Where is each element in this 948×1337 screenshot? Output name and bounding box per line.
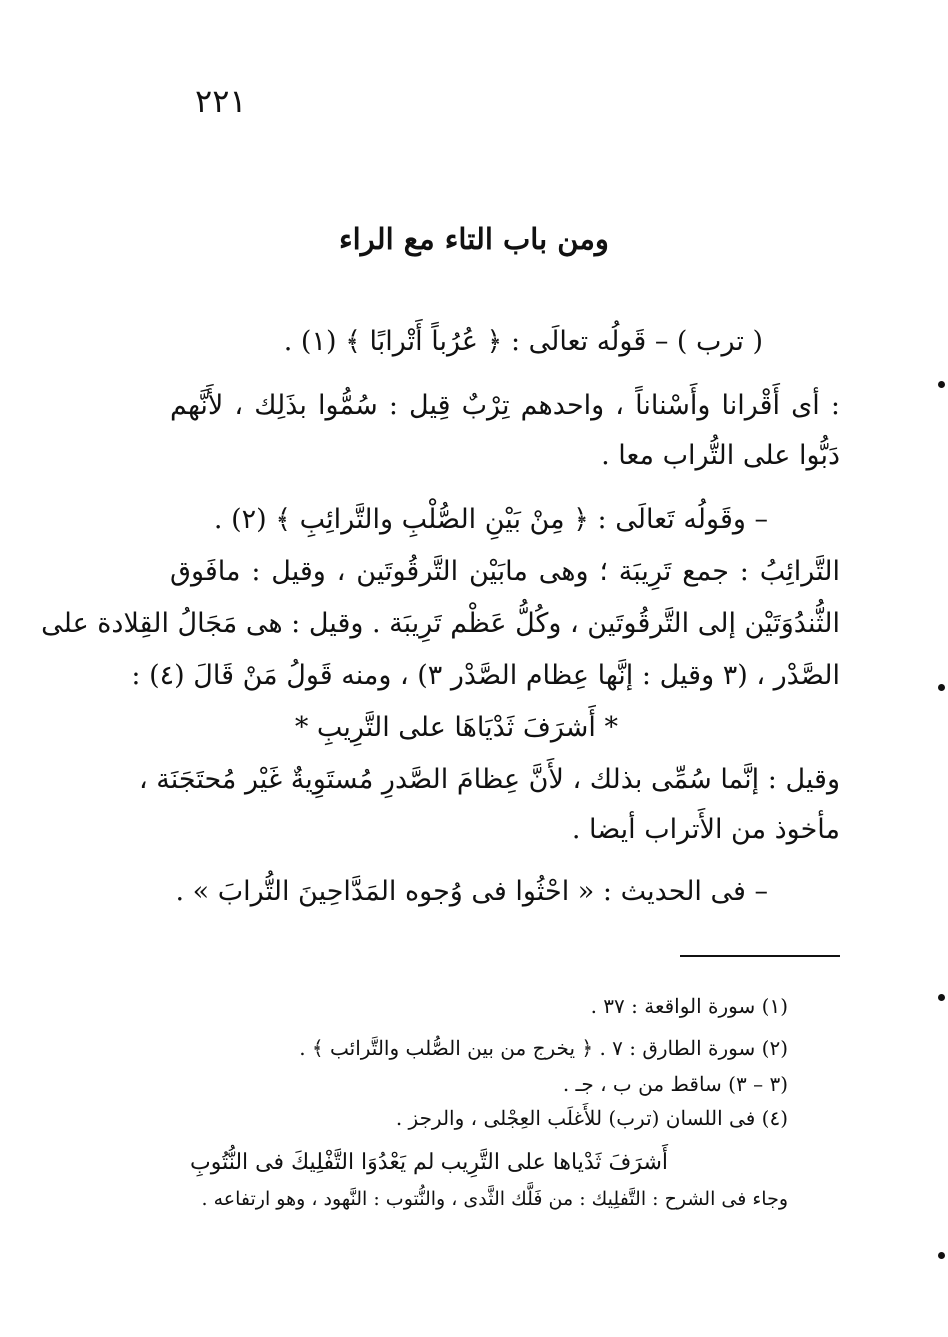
chapter-heading: ومن باب التاء مع الراء — [339, 222, 609, 256]
footnote-3: (٣ – ٣) ساقط من ب ، جـ . — [562, 1072, 788, 1096]
footnote-2: (٢) سورة الطارق : ٧ . ﴿ يخرج من بين الصُّلب والتَّرائب ﴾ . — [299, 1036, 788, 1060]
footnote-4: (٤) فى اللسان (ترب) للأَغلَب العِجْلى ، والرجز . — [395, 1106, 788, 1130]
body-line: – وقَولُه تَعالَى : ﴿ مِنْ بَيْنِ الصُّلْبِ والتَّرائِبِ ﴾ (٢) . — [213, 504, 768, 535]
footnote-1: (١) سورة الواقعة : ٣٧ . — [590, 994, 788, 1018]
footnote-divider — [680, 955, 840, 957]
body-line: دَبُّوا على التُّراب معا . — [601, 440, 840, 471]
body-line: وقيل : إنَّما سُمِّى بذلك ، لأَنَّ عِظامَ الصَّدرِ مُستَوِيةٌ غَيْر مُحتَجَنَة ، — [139, 764, 840, 795]
body-line: التَّرائِبُ : جمع تَرِيبَة ؛ وهى مابَيْن التَّرقُوتَين ، وقيل : مافَوق — [170, 556, 840, 587]
body-line: – فى الحديث : « احْثُوا فى وُجوه المَدَّاحِينَ التُّرابَ » . — [175, 876, 768, 907]
margin-dot — [938, 994, 945, 1001]
footnote-verse-second-hemistich: لم يَعْدُوَا التَّفْلِيكَ فى النُّتُوبِ — [190, 1150, 435, 1175]
margin-dot — [938, 1252, 945, 1259]
body-line: : أى أَقْرانا وأَسْناناً ، واحدهم تِرْبٌ قِيل : سُمُّوا بذَلِك ، لأَنَّهم — [170, 390, 840, 421]
body-line: مأخوذ من الأَتراب أيضا . — [571, 814, 840, 845]
body-verse-line: * أَشرَفَ ثَدْيَاهَا على التَّرِيبِ * — [294, 712, 618, 743]
page-number: ٢٢١ — [195, 82, 247, 120]
body-line: الثُّندُوَتَيْن إلى التَّرقُوتَين ، وكُلُّ عَظْم تَرِيبَة . وقيل : هى مَجَالُ القِلادة على — [41, 608, 840, 639]
body-line: ( ترب ) – قَولُه تعالَى : ﴿ عُرُباً أَتْرابًا ﴾ (١) . — [283, 326, 763, 357]
footnote-verse-first-hemistich: أَشرَفَ ثَدْياها على التَّرِيب — [440, 1150, 668, 1175]
body-line: الصَّدْر ، (٣ وقيل : إنَّها عِظام الصَّدْر ٣) ، ومنه قَولُ مَنْ قَالَ (٤) : — [131, 660, 840, 691]
margin-dot — [938, 381, 945, 388]
margin-dot — [938, 684, 945, 691]
footnote-explanation: وجاء فى الشرح : التَّفلِيك : من فَلَّك الثَّدى ، والنُّتوب : النَّهود ، وهو ارتفاعه . — [201, 1188, 788, 1210]
